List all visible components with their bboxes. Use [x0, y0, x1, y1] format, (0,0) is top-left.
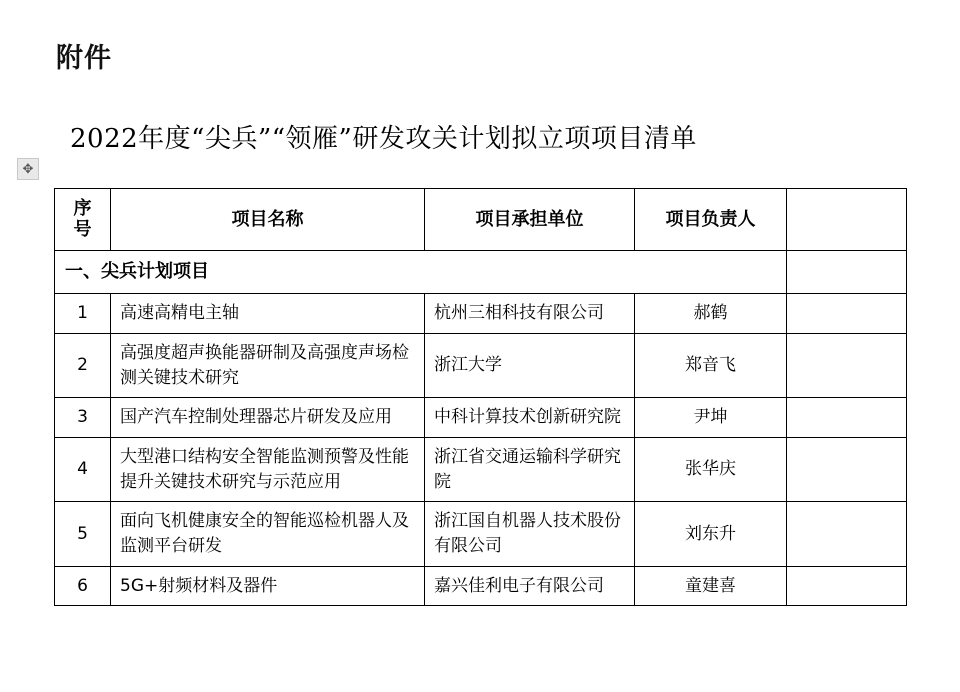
- title-rest: 年度“尖兵”“领雁”研发攻关计划拟立项项目清单: [138, 124, 697, 154]
- table-section-row: [55, 251, 907, 294]
- row-project-name: 面向飞机健康安全的智能巡检机器人及监测平台研发: [111, 502, 425, 566]
- column-header-project-name: 项目名称: [111, 189, 425, 251]
- row-project-name: 高强度超声换能器研制及高强度声场检测关键技术研究: [111, 334, 425, 398]
- table-row: [55, 438, 907, 502]
- row-project-name: 高速高精电主轴: [111, 294, 425, 334]
- row-project-name: 国产汽车控制处理器芯片研发及应用: [111, 398, 425, 438]
- page-title: [70, 118, 900, 155]
- row-undertaking-unit: 杭州三相科技有限公司: [425, 294, 635, 334]
- attachment-label: 附件: [56, 43, 112, 74]
- row-project-name: 大型港口结构安全智能监测预警及性能提升关键技术研究与示范应用: [111, 438, 425, 502]
- row-undertaking-unit: 浙江大学: [425, 334, 635, 398]
- row-project-name: 5G+射频材料及器件: [111, 566, 425, 606]
- row-project-leader: 刘东升: [635, 502, 787, 566]
- row-project-leader: 尹坤: [635, 398, 787, 438]
- row-extra: [787, 438, 907, 502]
- title-year: 2022: [70, 124, 139, 154]
- column-header-sequence-line1: 序: [73, 198, 92, 219]
- row-undertaking-unit: 浙江国自机器人技术股份有限公司: [425, 502, 635, 566]
- table-row: [55, 398, 907, 438]
- row-extra: [787, 398, 907, 438]
- section-extra-cell: [787, 251, 907, 294]
- row-sequence: 3: [55, 398, 111, 438]
- row-undertaking-unit: 嘉兴佳利电子有限公司: [425, 566, 635, 606]
- table-row: [55, 566, 907, 606]
- column-header-undertaking-unit: 项目承担单位: [425, 189, 635, 251]
- column-header-sequence: [55, 189, 111, 251]
- row-sequence: 1: [55, 294, 111, 334]
- project-list-table: [54, 188, 907, 606]
- column-header-extra: [787, 189, 907, 251]
- table-header-row: [55, 189, 907, 251]
- column-header-sequence-line2: 号: [73, 218, 92, 240]
- row-extra: [787, 334, 907, 398]
- row-project-leader: 童建喜: [635, 566, 787, 606]
- row-extra: [787, 566, 907, 606]
- row-project-leader: 张华庆: [635, 438, 787, 502]
- row-sequence: 4: [55, 438, 111, 502]
- move-crosshair-icon[interactable]: ✥: [17, 158, 39, 180]
- column-header-project-leader: 项目负责人: [635, 189, 787, 251]
- row-undertaking-unit: 中科计算技术创新研究院: [425, 398, 635, 438]
- row-project-leader: 郑音飞: [635, 334, 787, 398]
- table-row: [55, 502, 907, 566]
- row-sequence: 6: [55, 566, 111, 606]
- row-project-leader: 郝鹤: [635, 294, 787, 334]
- section-label: 一、尖兵计划项目: [55, 251, 787, 294]
- row-extra: [787, 294, 907, 334]
- table-row: [55, 334, 907, 398]
- row-sequence: 2: [55, 334, 111, 398]
- row-undertaking-unit: 浙江省交通运输科学研究院: [425, 438, 635, 502]
- table-row: [55, 294, 907, 334]
- row-extra: [787, 502, 907, 566]
- row-sequence: 5: [55, 502, 111, 566]
